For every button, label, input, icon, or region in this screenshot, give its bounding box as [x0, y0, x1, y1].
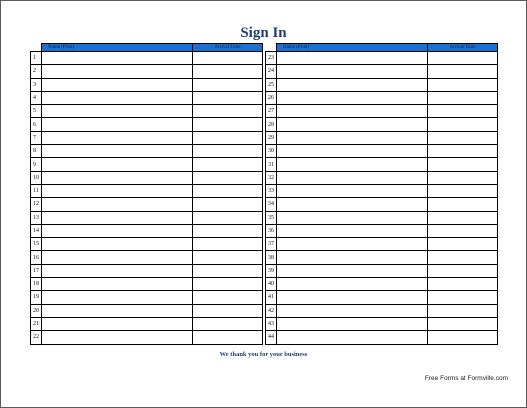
sign-in-row	[266, 304, 498, 317]
arrival-time-field[interactable]	[193, 211, 263, 224]
row-number: 19	[31, 291, 42, 304]
row-number: 43	[266, 317, 277, 330]
arrival-time-field[interactable]	[193, 278, 263, 291]
row-number: 27	[266, 105, 277, 118]
row-number: 15	[31, 238, 42, 251]
name-field[interactable]	[277, 317, 428, 330]
row-number: 24	[266, 65, 277, 78]
arrival-time-column-header: Arrival Time	[428, 44, 498, 52]
name-field[interactable]	[277, 52, 428, 65]
sign-in-row	[31, 198, 263, 211]
sign-in-row	[31, 331, 263, 344]
arrival-time-field[interactable]	[428, 171, 498, 184]
arrival-time-field[interactable]	[193, 105, 263, 118]
arrival-time-field[interactable]	[193, 91, 263, 104]
row-number: 39	[266, 264, 277, 277]
name-field[interactable]	[277, 65, 428, 78]
sign-in-row	[31, 91, 263, 104]
name-field[interactable]	[277, 105, 428, 118]
sign-in-row	[266, 251, 498, 264]
sign-in-row	[266, 211, 498, 224]
sign-in-row	[31, 304, 263, 317]
footer-credit: Free Forms at Formville.com	[424, 375, 508, 382]
sign-in-row	[31, 184, 263, 197]
row-number: 17	[31, 264, 42, 277]
name-field[interactable]	[42, 91, 193, 104]
arrival-time-field[interactable]	[193, 171, 263, 184]
name-field[interactable]	[42, 118, 193, 131]
row-number: 25	[266, 78, 277, 91]
sign-in-row	[31, 171, 263, 184]
name-field[interactable]	[42, 78, 193, 91]
name-field[interactable]	[42, 331, 193, 344]
sign-in-row	[31, 131, 263, 144]
arrival-time-field[interactable]	[428, 131, 498, 144]
arrival-time-field[interactable]	[428, 52, 498, 65]
name-field[interactable]	[277, 118, 428, 131]
arrival-time-field[interactable]	[428, 78, 498, 91]
arrival-time-field[interactable]	[428, 198, 498, 211]
sign-in-row	[266, 65, 498, 78]
name-field[interactable]	[277, 145, 428, 158]
sign-in-row	[266, 118, 498, 131]
row-number: 2	[31, 65, 42, 78]
name-field[interactable]	[42, 198, 193, 211]
name-column-header: Name (Print)	[277, 44, 428, 52]
arrival-time-field[interactable]	[428, 264, 498, 277]
row-number: 31	[266, 158, 277, 171]
page-title: Sign In	[240, 25, 287, 41]
name-field[interactable]	[277, 211, 428, 224]
name-field[interactable]	[277, 224, 428, 237]
row-number: 1	[31, 52, 42, 65]
row-number: 32	[266, 171, 277, 184]
arrival-time-field[interactable]	[193, 317, 263, 330]
arrival-time-field[interactable]	[428, 184, 498, 197]
row-number: 18	[31, 278, 42, 291]
sign-in-row	[266, 131, 498, 144]
arrival-time-field[interactable]	[428, 105, 498, 118]
name-field[interactable]	[277, 158, 428, 171]
name-field[interactable]	[277, 304, 428, 317]
row-number: 10	[31, 171, 42, 184]
arrival-time-field[interactable]	[193, 118, 263, 131]
row-number: 4	[31, 91, 42, 104]
sign-in-rows-left	[31, 52, 263, 345]
name-field[interactable]	[42, 264, 193, 277]
sign-in-row	[31, 291, 263, 304]
arrival-time-field[interactable]	[193, 304, 263, 317]
sign-in-row	[266, 105, 498, 118]
name-field[interactable]	[277, 91, 428, 104]
name-field[interactable]	[42, 131, 193, 144]
row-number-header	[31, 44, 42, 52]
name-field[interactable]	[42, 145, 193, 158]
sign-in-row	[31, 105, 263, 118]
sign-in-row	[266, 291, 498, 304]
arrival-time-field[interactable]	[428, 91, 498, 104]
name-field[interactable]	[277, 238, 428, 251]
arrival-time-field[interactable]	[193, 131, 263, 144]
table-header-row	[266, 44, 498, 52]
row-number: 21	[31, 317, 42, 330]
arrival-time-field[interactable]	[193, 238, 263, 251]
sign-in-row	[31, 224, 263, 237]
arrival-time-field[interactable]	[193, 331, 263, 344]
row-number: 33	[266, 184, 277, 197]
name-field[interactable]	[42, 184, 193, 197]
row-number: 12	[31, 198, 42, 211]
sign-in-row	[31, 158, 263, 171]
row-number: 22	[31, 331, 42, 344]
name-field[interactable]	[42, 105, 193, 118]
sign-in-row	[266, 91, 498, 104]
sign-in-row	[31, 118, 263, 131]
row-number: 26	[266, 91, 277, 104]
row-number: 34	[266, 198, 277, 211]
sign-in-row	[266, 171, 498, 184]
arrival-time-field[interactable]	[428, 278, 498, 291]
row-number: 5	[31, 105, 42, 118]
row-number: 28	[266, 118, 277, 131]
row-number: 7	[31, 131, 42, 144]
sign-in-row	[266, 145, 498, 158]
row-number: 20	[31, 304, 42, 317]
name-field[interactable]	[42, 52, 193, 65]
row-number: 44	[266, 331, 277, 344]
name-field[interactable]	[42, 238, 193, 251]
arrival-time-field[interactable]	[428, 224, 498, 237]
arrival-time-field[interactable]	[193, 78, 263, 91]
arrival-time-field[interactable]	[428, 291, 498, 304]
row-number: 23	[266, 52, 277, 65]
sign-in-row	[31, 317, 263, 330]
name-field[interactable]	[277, 291, 428, 304]
name-field[interactable]	[42, 211, 193, 224]
arrival-time-column-header: Arrival Time	[193, 44, 263, 52]
sign-in-row	[266, 52, 498, 65]
row-number: 37	[266, 238, 277, 251]
row-number: 14	[31, 224, 42, 237]
row-number: 6	[31, 118, 42, 131]
sign-in-row	[31, 65, 263, 78]
row-number: 38	[266, 251, 277, 264]
sign-in-row	[266, 317, 498, 330]
arrival-time-field[interactable]	[428, 251, 498, 264]
name-field[interactable]	[277, 331, 428, 344]
sign-in-table-left	[30, 43, 263, 345]
sign-in-row	[266, 331, 498, 344]
row-number: 41	[266, 291, 277, 304]
arrival-time-field[interactable]	[428, 158, 498, 171]
row-number: 13	[31, 211, 42, 224]
name-field[interactable]	[42, 224, 193, 237]
sign-in-row	[266, 238, 498, 251]
sign-in-row	[266, 198, 498, 211]
row-number: 11	[31, 184, 42, 197]
name-field[interactable]	[277, 171, 428, 184]
thank-you-message: We thank you for your business	[219, 351, 308, 358]
name-field[interactable]	[42, 158, 193, 171]
row-number: 30	[266, 145, 277, 158]
sign-in-row	[31, 238, 263, 251]
name-field[interactable]	[42, 291, 193, 304]
arrival-time-field[interactable]	[193, 291, 263, 304]
table-header-row	[31, 44, 263, 52]
sign-in-row	[266, 278, 498, 291]
name-field[interactable]	[277, 251, 428, 264]
row-number: 29	[266, 131, 277, 144]
name-field[interactable]	[277, 184, 428, 197]
arrival-time-field[interactable]	[193, 65, 263, 78]
arrival-time-field[interactable]	[428, 65, 498, 78]
sign-in-rows-right	[266, 52, 498, 345]
row-number: 42	[266, 304, 277, 317]
sign-in-row	[31, 264, 263, 277]
name-field[interactable]	[277, 198, 428, 211]
name-field[interactable]	[277, 78, 428, 91]
arrival-time-field[interactable]	[428, 118, 498, 131]
name-field[interactable]	[277, 131, 428, 144]
arrival-time-field[interactable]	[428, 211, 498, 224]
row-number: 8	[31, 145, 42, 158]
name-column-header: Name (Print)	[42, 44, 193, 52]
row-number: 35	[266, 211, 277, 224]
name-field[interactable]	[42, 251, 193, 264]
sign-in-row	[31, 145, 263, 158]
name-field[interactable]	[42, 304, 193, 317]
sign-in-table-right	[265, 43, 498, 345]
arrival-time-field[interactable]	[428, 238, 498, 251]
arrival-time-field[interactable]	[428, 331, 498, 344]
sign-in-row	[266, 264, 498, 277]
sign-in-row	[266, 158, 498, 171]
sign-in-row	[266, 78, 498, 91]
arrival-time-field[interactable]	[428, 304, 498, 317]
name-field[interactable]	[277, 278, 428, 291]
row-number: 16	[31, 251, 42, 264]
name-field[interactable]	[42, 171, 193, 184]
arrival-time-field[interactable]	[428, 145, 498, 158]
name-field[interactable]	[42, 278, 193, 291]
name-field[interactable]	[42, 65, 193, 78]
sign-in-row	[31, 78, 263, 91]
name-field[interactable]	[277, 264, 428, 277]
row-number: 9	[31, 158, 42, 171]
arrival-time-field[interactable]	[193, 158, 263, 171]
arrival-time-field[interactable]	[193, 224, 263, 237]
sign-in-row	[266, 184, 498, 197]
row-number-header	[266, 44, 277, 52]
row-number: 40	[266, 278, 277, 291]
sign-in-row	[31, 251, 263, 264]
arrival-time-field[interactable]	[193, 264, 263, 277]
sign-in-row	[31, 52, 263, 65]
arrival-time-field[interactable]	[193, 184, 263, 197]
sign-in-row	[31, 211, 263, 224]
sign-in-row	[31, 278, 263, 291]
row-number: 36	[266, 224, 277, 237]
sign-in-row	[266, 224, 498, 237]
arrival-time-field[interactable]	[428, 317, 498, 330]
arrival-time-field[interactable]	[193, 145, 263, 158]
arrival-time-field[interactable]	[193, 52, 263, 65]
name-field[interactable]	[42, 317, 193, 330]
row-number: 3	[31, 78, 42, 91]
arrival-time-field[interactable]	[193, 251, 263, 264]
arrival-time-field[interactable]	[193, 198, 263, 211]
